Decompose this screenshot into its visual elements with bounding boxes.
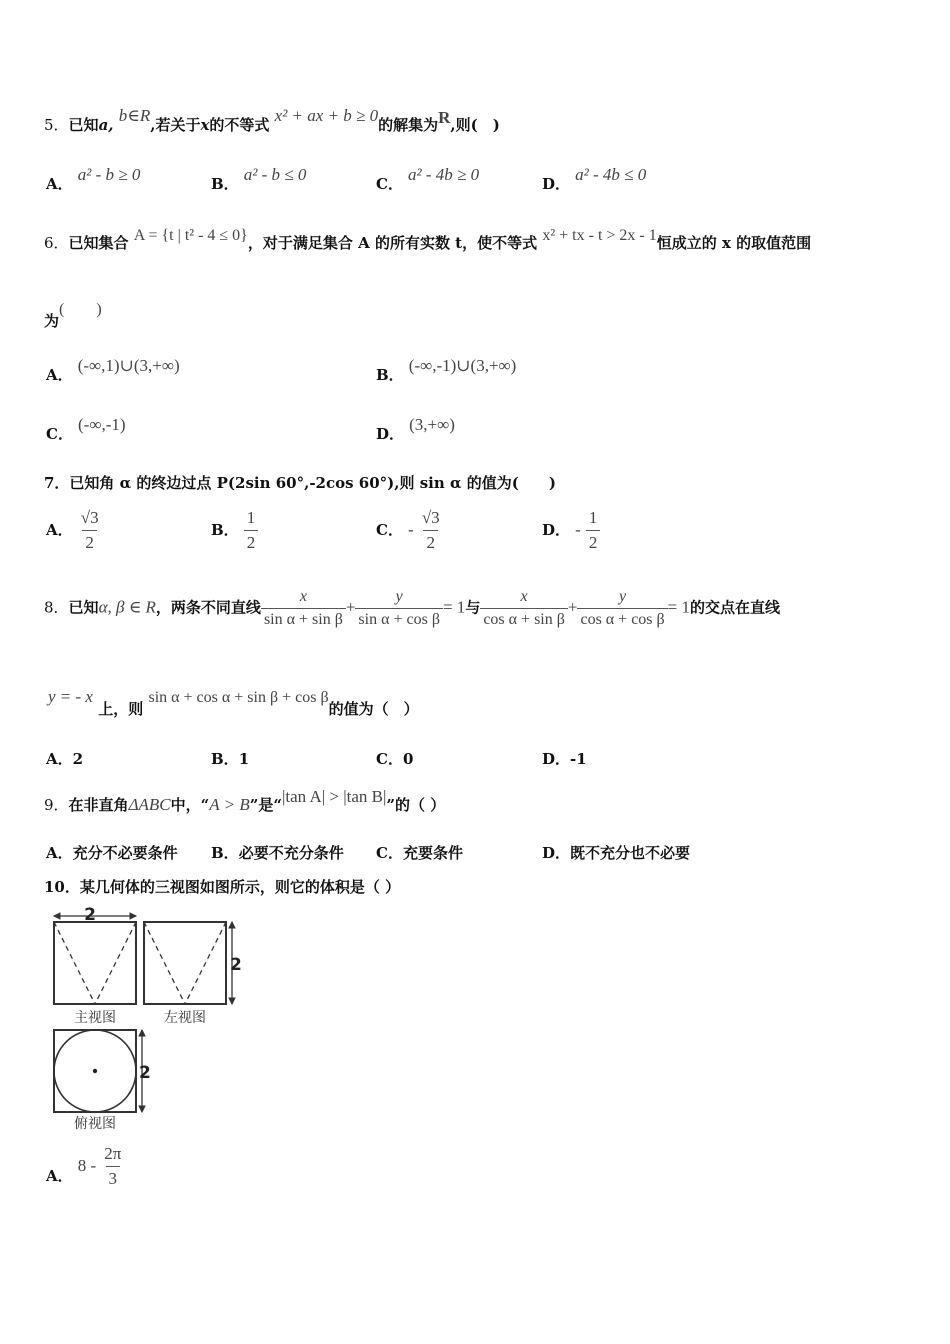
q7-option-d-sign: -	[575, 520, 581, 539]
front-dash-right	[95, 922, 136, 1004]
q6-option-c[interactable]	[46, 414, 126, 443]
q9-text-4: ”的（ ）	[386, 796, 446, 814]
q10-stem	[44, 876, 400, 897]
q8-line2-frac2	[577, 588, 667, 629]
q10-option-a-prefix: 8 -	[77, 1156, 97, 1175]
q5-option-c[interactable]	[376, 164, 480, 193]
front-dim-arrow-left	[54, 913, 60, 919]
q8-text-4: 的交点在直线	[690, 598, 781, 617]
q7-option-d[interactable]	[542, 508, 600, 553]
front-square	[54, 922, 136, 1004]
q5-option-b[interactable]	[211, 164, 307, 193]
three-view-figure	[40, 902, 250, 1132]
q9-option-d[interactable]	[542, 842, 690, 863]
q6-text-3: 恒成立的 x 的取值范围	[656, 234, 812, 252]
front-dash-left	[54, 922, 95, 1004]
q8-line2-n1: x	[520, 588, 528, 605]
q5-option-d[interactable]	[542, 164, 647, 193]
side-square	[144, 922, 226, 1004]
q9-option-a[interactable]	[46, 842, 178, 863]
side-dash-left	[144, 922, 185, 1004]
q6-option-b[interactable]	[376, 355, 517, 384]
q9-option-c-text: 充要条件	[402, 844, 463, 862]
q10-text: 10．某几何体的三视图如图所示，则它的体积是（ ）	[44, 878, 401, 896]
side-dim-arrow-top	[229, 922, 235, 928]
q7-option-c-label: C．	[376, 521, 403, 539]
top-view	[54, 1030, 145, 1112]
q6-option-a-label: A．	[46, 366, 73, 384]
top-dim-text: 2	[139, 1063, 151, 1083]
q7-option-c-sign: -	[408, 520, 414, 539]
q8-stem	[44, 588, 780, 629]
q7-option-d-fraction	[586, 508, 601, 553]
q7-option-b-den: 2	[244, 530, 259, 553]
q5-inequality: x² + ax + b ≥ 0	[274, 106, 379, 125]
q8-line2-plus: +	[567, 597, 578, 617]
q7-option-a-label: A．	[46, 521, 73, 539]
q5-option-a[interactable]	[46, 164, 141, 193]
q9-text-1: 在非直角	[68, 796, 129, 814]
q8-option-b-label: B．	[211, 750, 239, 768]
q8-option-a[interactable]	[46, 748, 83, 769]
q8-sum-expr: sin α + cos α + sin β + cos β	[148, 689, 329, 706]
q9-option-a-label: A．	[46, 844, 73, 862]
front-dim-arrow-right	[130, 913, 136, 919]
top-dim-arrow-bottom	[139, 1106, 145, 1112]
q7-option-a-num: √3	[80, 508, 99, 527]
front-view	[54, 913, 136, 1004]
q6-option-a-expr: (-∞,1)∪(3,+∞)	[77, 356, 180, 375]
q5-option-a-label: A．	[46, 175, 73, 193]
q8-alpha-beta: α, β ∈ R	[98, 597, 156, 617]
q9-option-a-text: 充分不必要条件	[72, 844, 178, 862]
q8-option-d-label: D．	[542, 750, 571, 768]
q5-text-4: 的解集为	[378, 116, 439, 134]
q6-option-b-label: B．	[376, 366, 404, 384]
q5-var-x: x	[200, 116, 210, 134]
q8-line2-n2: y	[619, 588, 627, 605]
q5-var-a: a,	[98, 116, 114, 134]
side-dim-text: 2	[230, 955, 242, 975]
q6-option-d[interactable]	[376, 414, 455, 443]
top-view-label: 俯视图	[74, 1116, 116, 1132]
q7-stem	[44, 472, 556, 493]
q6-paren: ( )	[59, 301, 102, 318]
q8-number: 8．	[44, 598, 69, 617]
q7-option-c-num: √3	[421, 508, 440, 527]
q8-option-b-value: 1	[238, 750, 250, 768]
q6-text-4: 为	[44, 312, 60, 330]
q10-option-a-num: 2π	[104, 1144, 122, 1163]
q5-text-1: 已知	[68, 116, 99, 134]
q8-option-d[interactable]	[542, 748, 587, 769]
q5-set-R: R	[438, 108, 451, 127]
q6-stem	[44, 227, 812, 253]
q6-set-a: A = {t | t² - 4 ≤ 0}	[133, 227, 248, 244]
q8-stem-line2	[48, 686, 419, 718]
q7-option-d-den: 2	[586, 530, 601, 553]
q5-option-d-expr: a² - 4b ≤ 0	[575, 165, 647, 184]
q8-line2-d1: cos α + sin β	[480, 608, 568, 629]
q8-line1-n2: y	[395, 588, 403, 605]
q8-option-c[interactable]	[376, 748, 413, 769]
q7-option-c-fraction	[419, 508, 443, 553]
q6-option-c-label: C．	[46, 425, 73, 443]
q8-line1-plus: +	[345, 597, 356, 617]
q7-option-d-label: D．	[542, 521, 571, 539]
q6-inequality: x² + tx - t > 2x - 1	[542, 227, 657, 244]
q8-text-1: 已知	[68, 598, 99, 617]
q5-option-a-expr: a² - b ≥ 0	[77, 165, 141, 184]
q7-option-b[interactable]	[211, 508, 258, 553]
q6-number: 6．	[44, 234, 69, 252]
q9-condition-1: A > B	[209, 795, 250, 814]
q10-option-a[interactable]	[46, 1144, 124, 1189]
q6-stem-line2	[44, 296, 102, 330]
q9-option-b-text: 必要不充分条件	[238, 844, 344, 862]
q7-option-a-den: 2	[82, 530, 97, 553]
q8-option-c-label: C．	[376, 750, 403, 768]
q9-option-b[interactable]	[211, 842, 344, 863]
top-center-dot	[93, 1069, 97, 1073]
q8-line1-d1: sin α + sin β	[261, 608, 346, 629]
q7-option-b-label: B．	[211, 521, 239, 539]
q6-text-2: ，对于满足集合 A 的所有实数 t，使不等式	[247, 234, 538, 252]
front-dim-text: 2	[84, 905, 96, 925]
q6-text-1: 已知集合	[68, 234, 129, 252]
q9-option-c-label: C．	[376, 844, 403, 862]
q8-option-b[interactable]	[211, 748, 249, 769]
q8-option-c-value: 0	[402, 750, 414, 768]
q6-option-b-expr: (-∞,-1)∪(3,+∞)	[408, 356, 517, 375]
q6-option-d-expr: (3,+∞)	[409, 415, 455, 434]
q9-option-d-text: 既不充分也不必要	[570, 844, 691, 862]
q5-stem	[44, 106, 500, 135]
q10-option-a-den: 3	[106, 1166, 121, 1189]
q8-line2-frac1	[480, 588, 568, 629]
q9-text-3: ”是“	[249, 796, 282, 814]
q5-text-3: 的不等式	[209, 116, 270, 134]
q10-option-a-fraction	[101, 1144, 124, 1189]
q8-line1-d2: sin α + cos β	[355, 608, 443, 629]
q7-text: 7．已知角 α 的终边过点 P(2sin 60°,-2cos 60°),则 sin α 的值为( )	[44, 474, 556, 492]
q8-line1-frac2	[355, 588, 443, 629]
q9-triangle: ΔABC	[128, 795, 171, 814]
q5-option-d-label: D．	[542, 175, 571, 193]
side-dash-right	[185, 922, 226, 1004]
q8-text-2: ，两条不同直线	[155, 598, 261, 617]
q8-line1-eq: = 1	[442, 597, 466, 617]
q5-option-b-expr: a² - b ≤ 0	[243, 165, 307, 184]
q7-option-a[interactable]	[46, 508, 102, 553]
q8-option-a-value: 2	[72, 750, 84, 768]
q7-option-b-num: 1	[246, 508, 256, 527]
q9-option-d-label: D．	[542, 844, 571, 862]
q9-text-2: 中，“	[170, 796, 210, 814]
q9-option-b-label: B．	[211, 844, 239, 862]
q8-y-line: y = - x	[48, 687, 93, 706]
q9-option-c[interactable]	[376, 842, 463, 863]
q8-text-3: 与	[465, 598, 481, 617]
front-view-label: 主视图	[74, 1010, 116, 1026]
q6-option-d-label: D．	[376, 425, 405, 443]
side-dim-arrow-bottom	[229, 998, 235, 1004]
q8-line1-n1: x	[299, 588, 307, 605]
q5-option-b-label: B．	[211, 175, 239, 193]
q7-option-c-den: 2	[423, 530, 438, 553]
q9-stem	[44, 787, 446, 815]
q8-line1-frac1	[261, 588, 346, 629]
side-view-label: 左视图	[164, 1010, 206, 1026]
q6-option-a[interactable]	[46, 355, 180, 384]
q8-line2-eq: = 1	[667, 597, 691, 617]
q8-text-6: 的值为（ ）	[328, 700, 419, 718]
side-view	[144, 922, 235, 1004]
q8-line2-d2: cos α + cos β	[577, 608, 667, 629]
q5-option-c-label: C．	[376, 175, 403, 193]
q5-option-c-expr: a² - 4b ≥ 0	[408, 165, 480, 184]
q7-option-a-fraction	[78, 508, 102, 553]
q5-b-in-R: b∈R	[118, 106, 151, 125]
q9-condition-2: |tan A| > |tan B|	[282, 787, 387, 806]
q6-option-c-expr: (-∞,-1)	[78, 415, 126, 434]
q8-option-d-value: -1	[570, 750, 587, 768]
q9-number: 9．	[44, 796, 69, 814]
top-dim-arrow-top	[139, 1030, 145, 1036]
q5-number: 5．	[44, 116, 69, 134]
q5-text-2: ,若关于	[150, 116, 201, 134]
q5-text-5: ,则( )	[450, 116, 500, 134]
q10-option-a-label: A．	[46, 1167, 73, 1185]
q7-option-c[interactable]	[376, 508, 443, 553]
q7-option-d-num: 1	[588, 508, 598, 527]
q7-option-b-fraction	[244, 508, 259, 553]
q8-text-5: 上，则	[98, 700, 144, 718]
q8-option-a-label: A．	[46, 750, 73, 768]
